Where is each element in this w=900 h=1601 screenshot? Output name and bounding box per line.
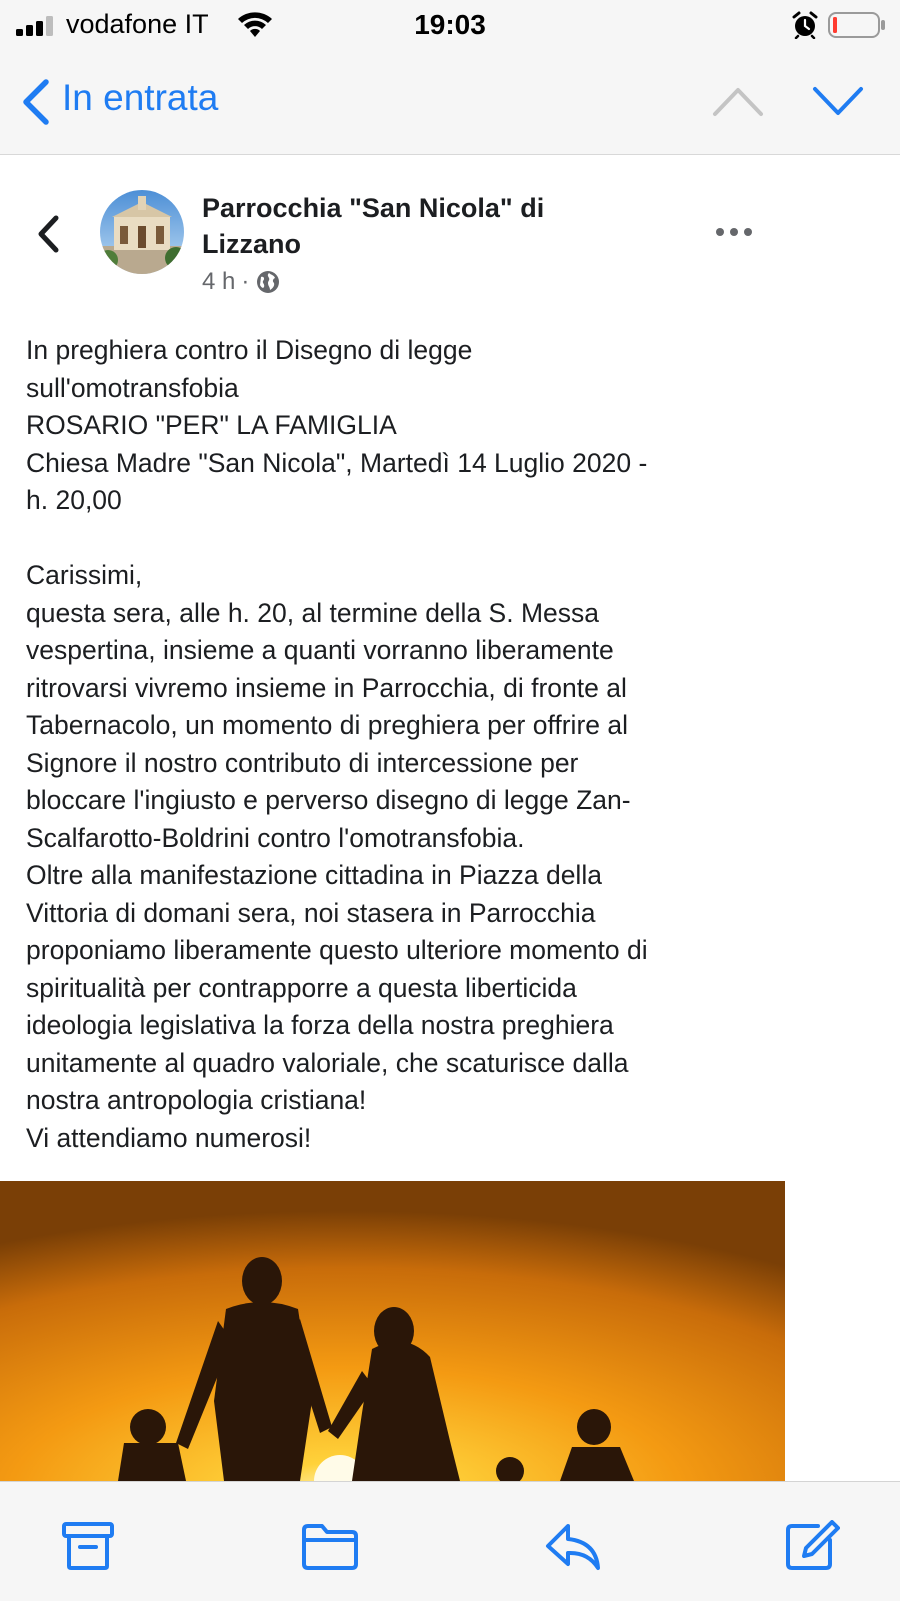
- compose-icon[interactable]: [784, 1520, 840, 1572]
- page-name[interactable]: Parrocchia "San Nicola" di Lizzano: [202, 193, 545, 259]
- chevron-left-icon[interactable]: [20, 78, 52, 126]
- status-time: 19:03: [414, 9, 486, 40]
- church-photo-icon: [100, 190, 184, 274]
- status-bar: [0, 0, 900, 50]
- mail-navigation-bar: [0, 50, 900, 155]
- post-text: In preghiera contro il Disegno di legge sull'omotransfobia ROSARIO "PER" LA FAMIGLIA Chiesa Madre "San Nicola", Martedì 14 Luglio 2020 - h. 20,00 Carissimi, questa sera, alle h. 20, al termine della S. Messa vespertina, insieme a quanti vorranno liberamente ritrovarsi vivremo insieme in Parrocchia, di fronte al Tabernacolo, un momento di preghiera per offrire al Signore il nostro contributo di intercessione per bloccare l'ingiusto e perverso disegno di legge Zan- Scalfarotto-Boldrini contro l'omotransfobia. Oltre alla manifestazione cittadina in Piazza della Vittoria di domani sera, noi stasera in Parrocchia proponiamo liberamente questo ulteriore momento di spiritualità per contrapporre a questa liberticida ideologia legislativa la forza della nostra preghiera unitamente al quadro valoriale, che scaturisce dalla nostra antropologia cristiana! Vi attendiamo numerosi!: [26, 335, 648, 1153]
- back-to-inbox-button[interactable]: In entrata: [62, 77, 219, 118]
- page-avatar[interactable]: [100, 190, 184, 274]
- more-options-icon[interactable]: [712, 218, 756, 246]
- post-meta: [202, 268, 281, 296]
- post-time: 4 h: [202, 268, 236, 295]
- battery-low-icon: [828, 12, 886, 38]
- next-message-chevron-down-icon[interactable]: [812, 84, 864, 118]
- meta-separator: ·: [241, 268, 250, 295]
- reply-arrow-icon[interactable]: [544, 1520, 602, 1572]
- post-back-chevron-icon[interactable]: [36, 214, 62, 254]
- previous-message-chevron-up-icon: [712, 84, 764, 118]
- mail-toolbar: [0, 1481, 900, 1601]
- folder-icon[interactable]: [300, 1520, 360, 1572]
- alarm-clock-icon: [792, 11, 818, 39]
- globe-icon: [255, 269, 281, 295]
- carrier-name: vodafone IT: [66, 9, 209, 39]
- family-sunset-silhouette-image: [0, 1181, 785, 1481]
- post-photo[interactable]: [0, 1181, 785, 1481]
- archive-box-icon[interactable]: [60, 1520, 116, 1572]
